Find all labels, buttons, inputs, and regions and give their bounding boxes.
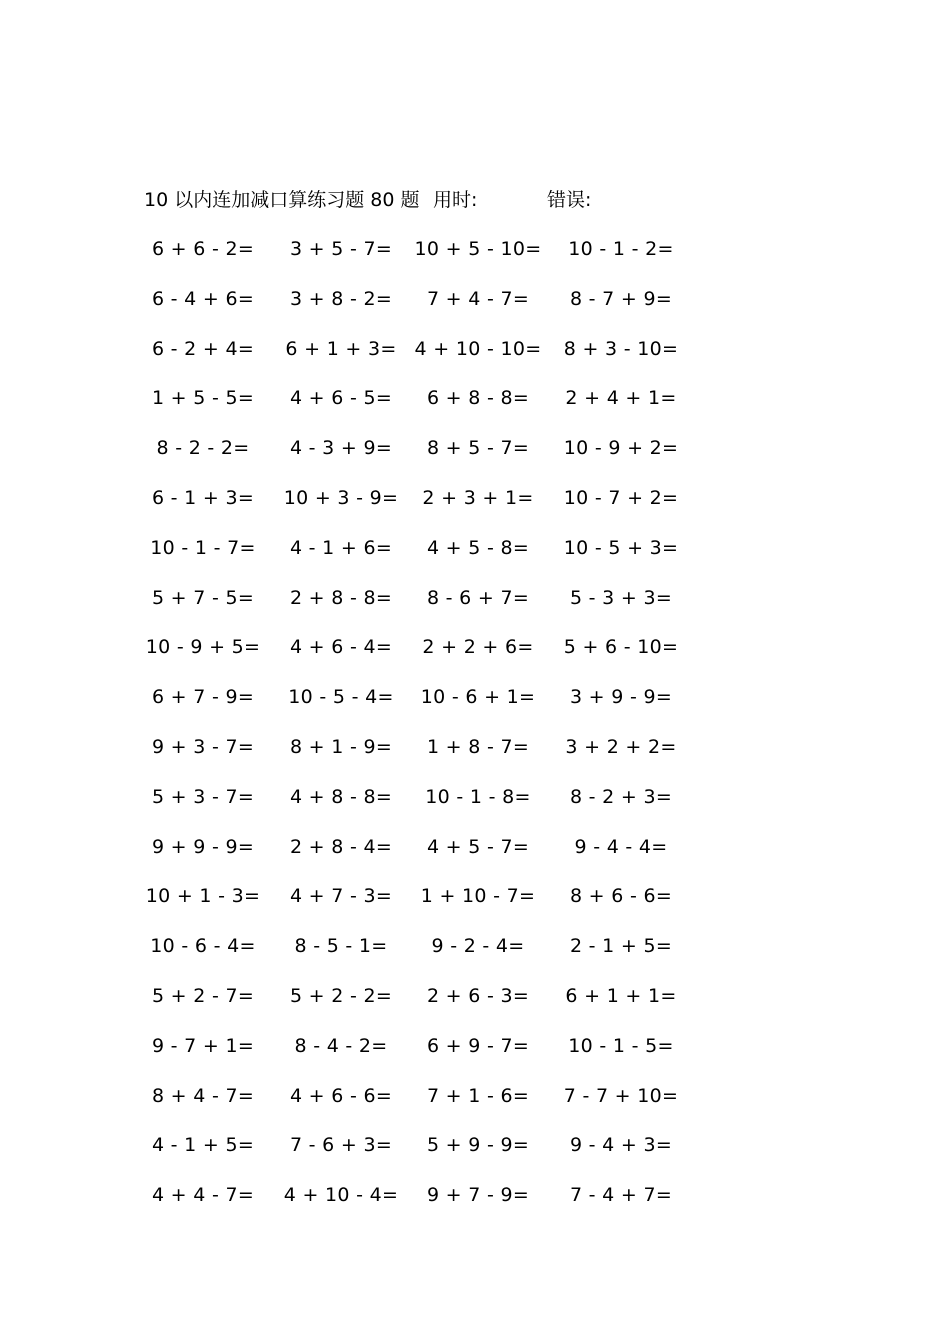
arithmetic-problem: 9 + 9 - 9=: [151, 835, 255, 858]
arithmetic-problem: 7 - 6 + 3=: [289, 1134, 393, 1157]
problem-row: [0, 880, 950, 930]
arithmetic-problem: 6 - 4 + 6=: [151, 287, 255, 310]
arithmetic-problem: 2 + 6 - 3=: [426, 984, 530, 1007]
arithmetic-problem: 7 + 4 - 7=: [426, 287, 530, 310]
arithmetic-problem: 4 - 3 + 9=: [289, 437, 393, 460]
arithmetic-problem: 6 + 6 - 2=: [151, 238, 255, 260]
arithmetic-problem: 6 + 1 + 3=: [285, 337, 397, 360]
arithmetic-problem: 4 + 6 - 5=: [289, 387, 393, 410]
problem-row: [0, 930, 950, 980]
arithmetic-problem: 8 - 5 - 1=: [294, 935, 388, 958]
arithmetic-problem: 6 + 7 - 9=: [151, 686, 255, 709]
arithmetic-problem: 2 + 2 + 6=: [422, 636, 534, 659]
worksheet-header: [0, 184, 950, 216]
problem-row: [0, 831, 950, 881]
problem-row: [0, 532, 950, 582]
arithmetic-problem: 9 - 7 + 1=: [151, 1034, 255, 1057]
arithmetic-problem: 4 + 4 - 7=: [151, 1184, 255, 1207]
arithmetic-problem: 2 + 3 + 1=: [422, 486, 534, 509]
arithmetic-problem: 10 - 5 - 4=: [288, 686, 394, 709]
arithmetic-problem: 8 - 6 + 7=: [426, 586, 530, 609]
problem-row: [0, 681, 950, 731]
problem-row: [0, 1030, 950, 1080]
arithmetic-problem: 1 + 8 - 7=: [426, 735, 530, 758]
arithmetic-problem: 2 + 8 - 8=: [289, 586, 393, 609]
arithmetic-problem: 3 + 5 - 7=: [289, 238, 393, 260]
arithmetic-problem: 5 + 2 - 7=: [151, 984, 255, 1007]
problem-row: [0, 283, 950, 333]
arithmetic-problem: 8 + 6 - 6=: [569, 885, 673, 908]
arithmetic-problem: 8 + 5 - 7=: [426, 437, 530, 460]
arithmetic-problem: 4 + 6 - 6=: [289, 1084, 393, 1107]
arithmetic-problem: 6 - 2 + 4=: [151, 337, 255, 360]
problem-row: [0, 781, 950, 831]
arithmetic-problem: 10 - 6 + 1=: [420, 686, 536, 709]
arithmetic-problem: 8 - 2 - 2=: [156, 437, 250, 460]
arithmetic-problem: 6 + 1 + 1=: [565, 984, 677, 1007]
arithmetic-problem: 10 + 1 - 3=: [145, 885, 261, 908]
arithmetic-problem: 4 + 5 - 8=: [426, 536, 530, 559]
problem-row: [0, 1129, 950, 1179]
arithmetic-problem: 6 + 8 - 8=: [426, 387, 530, 410]
arithmetic-problem: 5 + 3 - 7=: [151, 785, 255, 808]
arithmetic-problem: 9 + 7 - 9=: [426, 1184, 530, 1207]
problem-row: [0, 731, 950, 781]
arithmetic-problem: 10 - 1 - 8=: [425, 785, 531, 808]
arithmetic-problem: 5 + 2 - 2=: [289, 984, 393, 1007]
arithmetic-problem: 2 - 1 + 5=: [569, 935, 673, 958]
problem-grid: [0, 233, 950, 1229]
arithmetic-problem: 3 + 8 - 2=: [289, 287, 393, 310]
arithmetic-problem: 8 + 3 - 10=: [563, 337, 679, 360]
arithmetic-problem: 9 - 4 - 4=: [574, 835, 668, 858]
arithmetic-problem: 7 + 1 - 6=: [426, 1084, 530, 1107]
problem-row: [0, 631, 950, 681]
problem-row: [0, 382, 950, 432]
arithmetic-problem: 5 - 3 + 3=: [569, 586, 673, 609]
arithmetic-problem: 4 + 8 - 8=: [289, 785, 393, 808]
arithmetic-problem: 10 - 6 - 4=: [150, 935, 256, 958]
arithmetic-problem: 4 - 1 + 6=: [289, 536, 393, 559]
error-count-label: 错误:: [547, 189, 592, 211]
arithmetic-problem: 10 - 5 + 3=: [563, 536, 679, 559]
problem-row: [0, 582, 950, 632]
arithmetic-problem: 9 - 2 - 4=: [431, 935, 525, 958]
arithmetic-problem: 9 - 4 + 3=: [569, 1134, 673, 1157]
problem-row: [0, 432, 950, 482]
problem-row: [0, 980, 950, 1030]
arithmetic-problem: 1 + 5 - 5=: [151, 387, 255, 410]
arithmetic-problem: 10 - 1 - 5=: [568, 1034, 674, 1057]
arithmetic-problem: 6 + 9 - 7=: [426, 1034, 530, 1057]
arithmetic-problem: 5 + 9 - 9=: [426, 1134, 530, 1157]
arithmetic-problem: 6 - 1 + 3=: [151, 486, 255, 509]
arithmetic-problem: 10 + 3 - 9=: [283, 486, 399, 509]
arithmetic-problem: 7 - 4 + 7=: [569, 1184, 673, 1207]
worksheet-title: 10 以内连加减口算练习题 80 题: [144, 189, 420, 211]
arithmetic-problem: 4 + 10 - 10=: [414, 337, 542, 360]
arithmetic-problem: 4 + 5 - 7=: [426, 835, 530, 858]
arithmetic-problem: 4 + 10 - 4=: [283, 1184, 399, 1207]
arithmetic-problem: 7 - 7 + 10=: [563, 1084, 679, 1107]
arithmetic-problem: 5 + 7 - 5=: [151, 586, 255, 609]
problem-row: [0, 482, 950, 532]
problem-row: [0, 333, 950, 383]
arithmetic-problem: 9 + 3 - 7=: [151, 735, 255, 758]
arithmetic-problem: 2 + 4 + 1=: [565, 387, 677, 410]
time-used-label: 用时:: [433, 189, 478, 211]
arithmetic-problem: 3 + 2 + 2=: [565, 735, 677, 758]
arithmetic-problem: 8 + 1 - 9=: [289, 735, 393, 758]
arithmetic-problem: 3 + 9 - 9=: [569, 686, 673, 709]
arithmetic-problem: 10 - 1 - 2=: [568, 238, 674, 260]
problem-row: [0, 1179, 950, 1229]
arithmetic-problem: 10 - 9 + 2=: [563, 437, 679, 460]
problem-row: [0, 1080, 950, 1130]
arithmetic-problem: 8 - 4 - 2=: [294, 1034, 388, 1057]
arithmetic-problem: 8 - 2 + 3=: [569, 785, 673, 808]
arithmetic-problem: 10 - 1 - 7=: [150, 536, 256, 559]
arithmetic-problem: 4 + 7 - 3=: [289, 885, 393, 908]
arithmetic-problem: 10 - 7 + 2=: [563, 486, 679, 509]
arithmetic-problem: 8 - 7 + 9=: [569, 287, 673, 310]
arithmetic-problem: 8 + 4 - 7=: [151, 1084, 255, 1107]
arithmetic-problem: 10 - 9 + 5=: [145, 636, 261, 659]
arithmetic-problem: 4 + 6 - 4=: [289, 636, 393, 659]
arithmetic-problem: 4 - 1 + 5=: [151, 1134, 255, 1157]
arithmetic-problem: 5 + 6 - 10=: [563, 636, 679, 659]
arithmetic-problem: 2 + 8 - 4=: [289, 835, 393, 858]
arithmetic-problem: 10 + 5 - 10=: [414, 238, 542, 260]
problem-row: [0, 233, 950, 283]
arithmetic-problem: 1 + 10 - 7=: [420, 885, 536, 908]
